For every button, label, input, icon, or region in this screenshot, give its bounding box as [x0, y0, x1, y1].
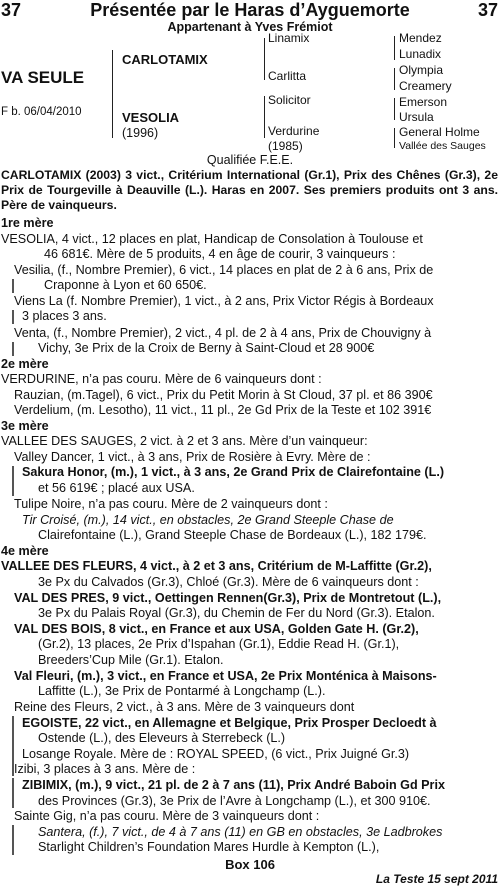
text-line: Laffitte (L.), 3e Prix de Pontarmé à Longchamp (L.). — [38, 684, 326, 698]
footer-date: La Teste 15 sept 2011 — [375, 872, 498, 886]
section-1re-mere: 1re mère — [1, 216, 54, 230]
pedigree-gd2: Verdurine — [268, 124, 320, 138]
text-line: Craponne à Lyon et 60 650€. — [44, 278, 207, 292]
text-line: Tir Croisé, (m.), 14 vict., en obstacles, 2e Grand Steeple Chase de — [22, 513, 394, 527]
footer-box-number: Box 106 — [225, 857, 275, 872]
text-line: Ostende (L.), des Eleveurs à Sterrebeck (L.) — [38, 731, 286, 745]
pedigree-bracket-5 — [394, 68, 395, 90]
text-line: Valley Dancer, 1 vict., à 3 ans, Prix de Rosière à Evry. Mère de : — [14, 450, 371, 464]
owner-line: Appartenant à Yves Frémiot — [167, 20, 333, 34]
page-title: Présentée par le Haras d’Ayguemorte — [90, 0, 410, 20]
text-line: Sainte Gig, n’a pas couru. Mère de 3 vainqueurs dont : — [14, 809, 320, 823]
text-line: 3e Px du Palais Royal (Gr.3), du Chemin de Fer du Nord (Gr.3). Etalon. — [38, 606, 435, 620]
text-line: Izibi, 3 places à 3 ans. Mère de : — [14, 762, 196, 776]
text-line: Viens La (f. Nombre Premier), 1 vict., à 2 ans, Prix Victor Régis à Bordeaux — [14, 294, 434, 308]
sire-description: CARLOTAMIX (2003) 3 vict., Critérium International (Gr.1), Prix des Chênes (Gr.3), 2e Prix de Tourgeville à Deauville (L.). Haras en 2007. Ses premiers produits ont 3 ans. Père de vainqueurs. — [1, 168, 498, 212]
text-line: EGOISTE, 22 vict., en Allemagne et Belgique, Prix Prosper Decloedt à — [22, 716, 437, 730]
section-3e-mere: 3e mère — [1, 419, 49, 433]
text-line: (Gr.2), 13 places, 2e Prix d’Ispahan (Gr.1), Eddie Read H. (Gr.1), — [38, 637, 400, 651]
text-line: Rauzian, (m.Tagel), 6 vict., Prix du Petit Morin à St Cloud, 37 pl. et 86 390€ — [14, 388, 433, 402]
text-line: Santera, (f.), 7 vict., de 4 à 7 ans (11) en GB en obstacles, 3e Ladbrokes — [38, 825, 443, 839]
text-line: VAL DES BOIS, 8 vict., en France et aux USA, Golden Gate H. (Gr.2), — [14, 622, 419, 636]
section-2e-mere: 2e mère — [1, 357, 49, 371]
pedigree-dam: VESOLIA — [122, 110, 180, 125]
pedigree-gs1: Linamix — [268, 31, 310, 45]
pedigree-bracket-7 — [394, 128, 395, 148]
text-line: Reine des Fleurs, 2 vict., à 3 ans. Mère de 3 vainqueurs dont — [14, 700, 355, 714]
pedigree-ggd3: Ursula — [399, 110, 434, 124]
text-line: Verdelium, (m. Lesotho), 11 vict., 11 pl., 2e Gd Prix de la Teste et 102 391€ — [14, 403, 432, 417]
text-line: et 56 619€ ; placé aux USA. — [38, 481, 195, 495]
pedigree-ggs4: General Holme — [399, 125, 480, 139]
box-number-right: 37 — [477, 0, 498, 20]
qualification: Qualifiée F.E.E. — [206, 153, 294, 167]
text-line: ZIBIMIX, (m.), 9 vict., 21 pl. de 2 à 7 ans (11), Prix André Baboin Gd Prix — [22, 778, 445, 792]
text-line: des Provinces (Gr.3), 3e Prix de l’Avre à Longchamp (L.), et 300 910€. — [38, 794, 431, 808]
text-line: Tulipe Noire, n’a pas couru. Mère de 2 vainqueurs dont : — [14, 497, 328, 511]
pedigree-ggd1: Lunadix — [399, 47, 442, 61]
section-4e-mere: 4e mère — [1, 544, 49, 558]
pedigree-gs2: Solicitor — [268, 93, 311, 107]
pedigree-ggd2: Creamery — [399, 79, 452, 93]
text-line: Breeders’Cup Mile (Gr.1). Etalon. — [38, 653, 224, 667]
text-line: VAL DES PRES, 9 vict., Oettingen Rennen(Gr.3), Prix de Montretout (L.), — [14, 591, 442, 605]
pedigree-bracket-1 — [112, 50, 113, 138]
box-number-left: 37 — [1, 0, 22, 20]
pedigree-ggs1: Mendez — [399, 31, 442, 45]
text-line: 3e Px du Calvados (Gr.3), Chloé (Gr.3). Mère de 6 vainqueurs dont : — [38, 575, 419, 589]
text-line: VALLEE DES FLEURS, 4 vict., à 2 et 3 ans, Critérium de M-Laffitte (Gr.2), — [1, 559, 432, 573]
text-line: Starlight Children’s Foundation Mares Hurdle à Kempton (L.), — [38, 840, 380, 854]
text-line: Vichy, 3e Prix de la Croix de Berny à Saint-Cloud et 28 900€ — [38, 341, 375, 355]
text-line: Venta, (f., Nombre Premier), 2 vict., 4 pl. de 2 à 4 ans, Prix de Chouvigny à — [14, 326, 432, 340]
horse-birth: F b. 06/04/2010 — [1, 106, 82, 118]
text-line: Vesilia, (f., Nombre Premier), 6 vict., 14 places en plat de 2 à 6 ans, Prix de — [14, 263, 434, 277]
text-line: 46 681€. Mère de 5 produits, 4 en âge de courir, 3 vainqueurs : — [44, 247, 396, 261]
text-line: VALLEE DES SAUGES, 2 vict. à 2 et 3 ans. Mère d’un vainqueur: — [1, 434, 368, 448]
text-line: VESOLIA, 4 vict., 12 places en plat, Handicap de Consolation à Toulouse et — [1, 232, 423, 246]
pedigree-ggs3: Emerson — [399, 95, 448, 109]
pedigree-bracket-2 — [264, 38, 265, 80]
text-line: Clairefontaine (L.), Grand Steeple Chase de Bordeaux (L.), 182 179€. — [38, 528, 427, 542]
pedigree-ggd4: Vallée des Sauges — [399, 140, 486, 152]
pedigree-gd2-year: (1985) — [268, 139, 303, 153]
pedigree-bracket-6 — [394, 98, 395, 120]
pedigree-dam-year: (1996) — [122, 126, 159, 140]
text-line: 3 places 3 ans. — [22, 309, 107, 323]
text-line: VERDURINE, n’a pas couru. Mère de 6 vainqueurs dont : — [1, 372, 322, 386]
text-line: Val Fleuri, (m.), 3 vict., en France et USA, 2e Prix Monténica à Maisons- — [14, 669, 437, 683]
pedigree-bracket-3 — [264, 96, 265, 138]
text-line: Losange Royale. Mère de : ROYAL SPEED, (6 vict., Prix Juigné Gr.3) — [22, 747, 410, 761]
pedigree-gd1: Carlitta — [268, 69, 307, 83]
pedigree-ggs2: Olympia — [399, 63, 444, 77]
pedigree-sire: CARLOTAMIX — [122, 52, 208, 67]
pedigree-bracket-4 — [394, 36, 395, 60]
horse-name: VA SEULE — [1, 68, 85, 87]
text-line: Sakura Honor, (m.), 1 vict., à 3 ans, 2e Grand Prix de Clairefontaine (L.) — [22, 465, 445, 479]
